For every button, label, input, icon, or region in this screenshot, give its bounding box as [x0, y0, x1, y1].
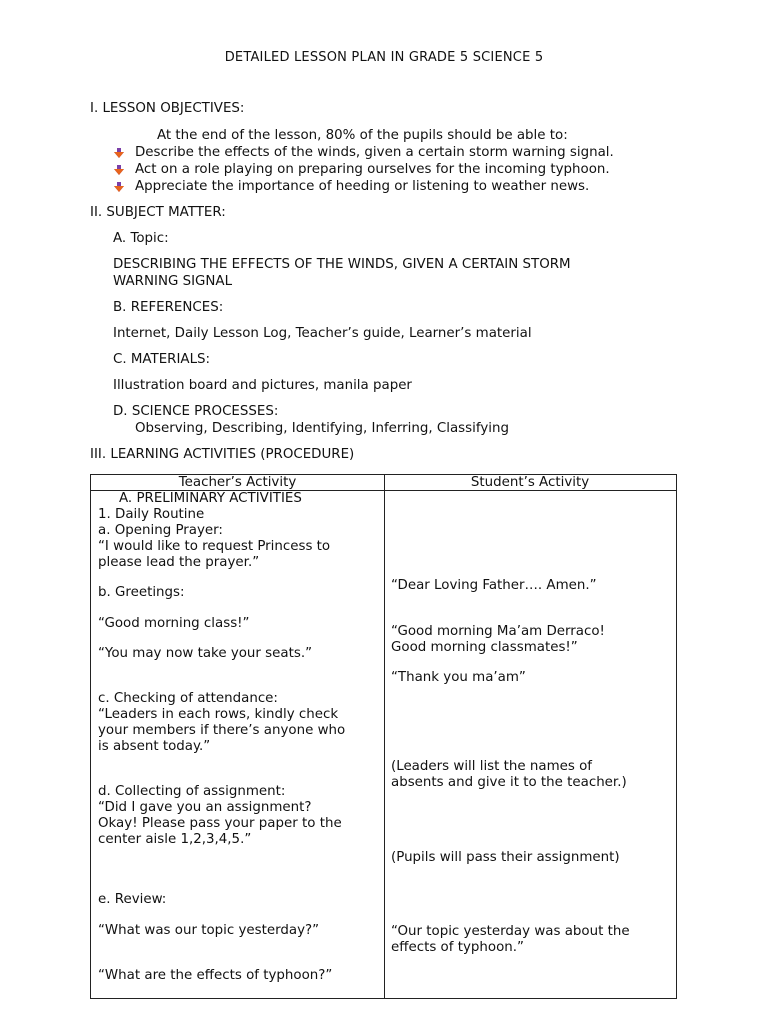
column-divider [384, 475, 385, 998]
teacher-line: “Good morning class!” [98, 616, 250, 631]
teacher-line: please lead the prayer.” [98, 555, 260, 570]
preliminary-activities: A. PRELIMINARY ACTIVITIES [119, 491, 302, 506]
student-line: Good morning classmates!” [391, 640, 578, 655]
arrow-bullet-icon [114, 182, 124, 192]
objective-item: Describe the effects of the winds, given a certain storm warning signal. [135, 145, 614, 160]
checking-attendance: c. Checking of attendance: [98, 691, 278, 706]
objective-item: Act on a role playing on preparing ourselves for the incoming typhoon. [135, 162, 610, 177]
teacher-line: Okay! Please pass your paper to the [98, 816, 342, 831]
collecting-assignment: d. Collecting of assignment: [98, 784, 286, 799]
student-line: “Our topic yesterday was about the [391, 924, 630, 939]
arrow-bullet-icon [114, 148, 124, 158]
teacher-line: “What are the effects of typhoon?” [98, 968, 333, 983]
activities-table [90, 474, 677, 999]
student-line: “Dear Loving Father…. Amen.” [391, 578, 597, 593]
science-processes-text: Observing, Describing, Identifying, Inferring, Classifying [135, 421, 509, 436]
materials-label: C. MATERIALS: [113, 352, 211, 367]
student-line: (Leaders will list the names of [391, 759, 593, 774]
materials-text: Illustration board and pictures, manila paper [113, 378, 412, 393]
page-title: DETAILED LESSON PLAN IN GRADE 5 SCIENCE 5 [224, 50, 544, 65]
objective-item: Appreciate the importance of heeding or listening to weather news. [135, 179, 590, 194]
topic-text: DESCRIBING THE EFFECTS OF THE WINDS, GIVEN A CERTAIN STORM [113, 257, 571, 272]
student-line: “Thank you ma’am” [391, 670, 526, 685]
science-processes-label: D. SCIENCE PROCESSES: [113, 404, 279, 419]
topic-label: A. Topic: [113, 231, 169, 246]
teacher-line: center aisle 1,2,3,4,5.” [98, 832, 252, 847]
teacher-line: your members if there’s anyone who [98, 723, 346, 738]
opening-prayer: a. Opening Prayer: [98, 523, 223, 538]
learning-activities-heading: III. LEARNING ACTIVITIES (PROCEDURE) [90, 447, 355, 462]
student-column-header: Student’s Activity [470, 475, 590, 490]
greetings: b. Greetings: [98, 585, 185, 600]
teacher-line: “You may now take your seats.” [98, 646, 313, 661]
arrow-bullet-icon [114, 165, 124, 175]
daily-routine: 1. Daily Routine [98, 507, 205, 522]
teacher-column-header: Teacher’s Activity [178, 475, 297, 490]
teacher-line: “What was our topic yesterday?” [98, 923, 320, 938]
student-line: absents and give it to the teacher.) [391, 775, 627, 790]
references-label: B. REFERENCES: [113, 300, 224, 315]
student-line: effects of typhoon.” [391, 940, 524, 955]
subject-matter-heading: II. SUBJECT MATTER: [90, 205, 226, 220]
topic-text: WARNING SIGNAL [113, 274, 233, 289]
teacher-line: is absent today.” [98, 739, 211, 754]
objectives-heading: I. LESSON OBJECTIVES: [90, 101, 245, 116]
student-line: “Good morning Ma’am Derraco! [391, 624, 605, 639]
teacher-line: “I would like to request Princess to [98, 539, 331, 554]
review: e. Review: [98, 892, 167, 907]
student-line: (Pupils will pass their assignment) [391, 850, 620, 865]
objectives-intro: At the end of the lesson, 80% of the pupils should be able to: [157, 128, 568, 143]
teacher-line: “Leaders in each rows, kindly check [98, 707, 339, 722]
teacher-line: “Did I gave you an assignment? [98, 800, 312, 815]
references-text: Internet, Daily Lesson Log, Teacher’s guide, Learner’s material [113, 326, 532, 341]
